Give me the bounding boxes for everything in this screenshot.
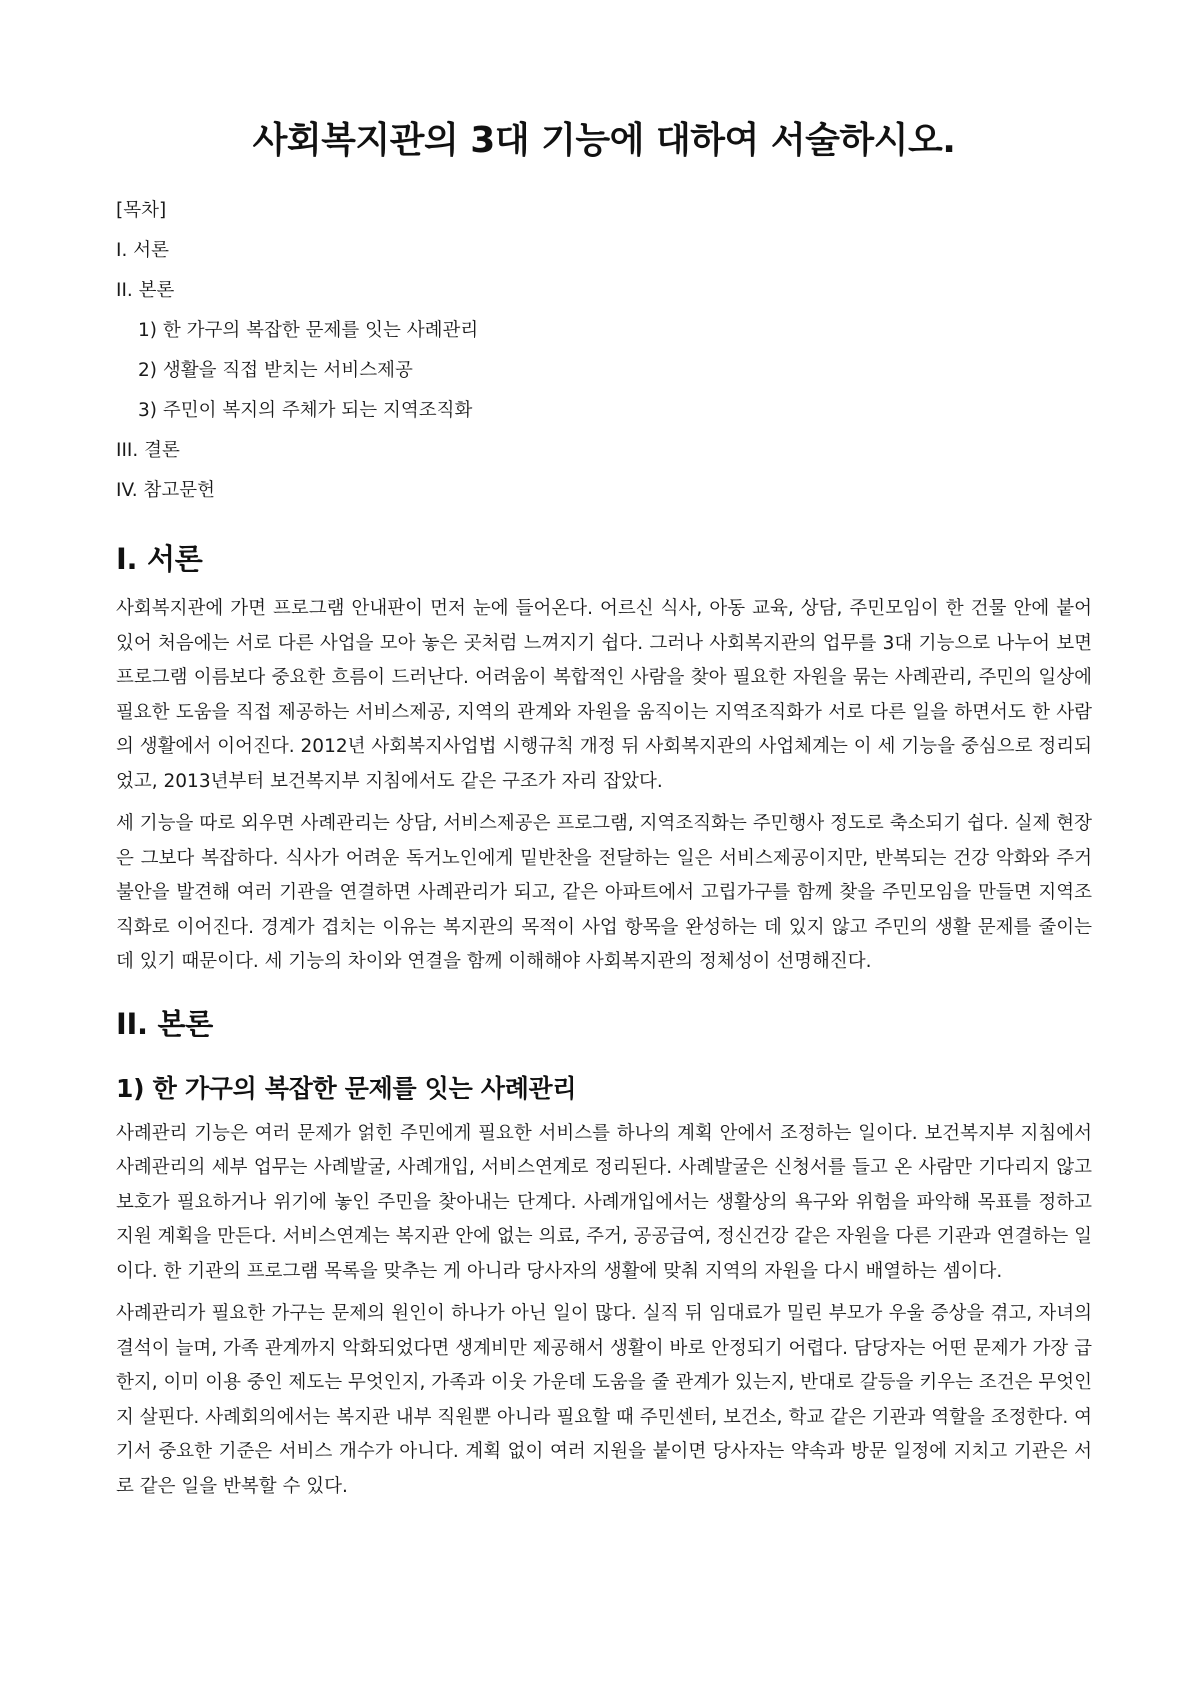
intro-section: [116, 537, 1092, 980]
intro-paragraph-1: 사회복지관에 가면 프로그램 안내판이 먼저 눈에 들어온다. 어르신 식사, 아동 교육, 상담, 주민모임이 한 건물 안에 붙어 있어 처음에는 서로 다른 사업을 모아 놓은 곳처럼 느껴지기 쉽다. 그러나 사회복지관의 업무를 3대 기능으로 나누어 보면 프로그램 이름보다 중요한 흐름이 드러난다. 어려움이 복합적인 사람을 찾아 필요한 자원을 묶는 사례관리, 주민의 일상에 필요한 도움을 직접 제공하는 서비스제공, 지역의 관계와 자원을 움직이는 지역조직화가 서로 다른 일을 하면서도 한 사람의 생활에서 이어진다. 2012년 사회복지사업법 시행규칙 개정 뒤 사회복지관의 사업체계는 이 세 기능을 중심으로 정리되었고, 2013년부터 보건복지부 지침에서도 같은 구조가 자리 잡았다.: [116, 598, 1092, 792]
toc-item-body-3: 3) 주민이 복지의 주체가 되는 지역조직화: [138, 400, 473, 421]
case-management-heading: 1) 한 가구의 복잡한 문제를 잇는 사례관리: [116, 1073, 577, 1103]
case-management-paragraph-2: 사례관리가 필요한 가구는 문제의 원인이 하나가 아닌 일이 많다. 실직 뒤 임대료가 밀린 부모가 우울 증상을 겪고, 자녀의 결석이 늘며, 가족 관계까지 악화되었다면 생계비만 제공해서 생활이 바로 안정되기 어렵다. 담당자는 어떤 문제가 가장 급한지, 이미 이용 중인 제도는 무엇인지, 가족과 이웃 가운데 도움을 줄 관계가 있는지, 반대로 갈등을 키우는 조건은 무엇인지 살핀다. 사례회의에서는 복지관 내부 직원뿐 아니라 필요할 때 주민센터, 보건소, 학교 같은 기관과 역할을 조정한다. 여기서 중요한 기준은 서비스 개수가 아니다. 계획 없이 여러 지원을 붙이면 당사자는 약속과 방문 일정에 지치고 기관은 서로 같은 일을 반복할 수 있다.: [116, 1303, 1092, 1497]
document-title: 사회복지관의 3대 기능에 대하여 서술하시오.: [252, 120, 956, 161]
body-heading: II. 본론: [116, 1006, 213, 1041]
toc-item-body: II. 본론: [116, 280, 175, 301]
toc-item-conclusion: III. 결론: [116, 440, 180, 461]
intro-heading: I. 서론: [116, 542, 203, 576]
toc-label: [목차]: [116, 200, 167, 221]
intro-paragraph-2: 세 기능을 따로 외우면 사례관리는 상담, 서비스제공은 프로그램, 지역조직화는 주민행사 정도로 축소되기 쉽다. 실제 현장은 그보다 복잡하다. 식사가 어려운 독거노인에게 밑반찬을 전달하는 일은 서비스제공이지만, 반복되는 건강 악화와 주거 불안을 발견해 여러 기관을 연결하면 사례관리가 되고, 같은 아파트에서 고립가구를 함께 찾을 주민모임을 만들면 지역조직화로 이어진다. 경계가 겹치는 이유는 복지관의 목적이 사업 항목을 완성하는 데 있지 않고 주민의 생활 문제를 줄이는 데 있기 때문이다. 세 기능의 차이와 연결을 함께 이해해야 사회복지관의 정체성이 선명해진다.: [116, 813, 1092, 972]
toc-item-body-1: 1) 한 가구의 복잡한 문제를 잇는 사례관리: [138, 320, 479, 341]
toc-item-intro: I. 서론: [116, 240, 169, 261]
body-section: [116, 1002, 1092, 1505]
toc-item-references: IV. 참고문헌: [116, 480, 215, 501]
table-of-contents: [116, 191, 1092, 511]
toc-item-body-2: 2) 생활을 직접 받치는 서비스제공: [138, 360, 413, 381]
case-management-paragraph-1: 사례관리 기능은 여러 문제가 얽힌 주민에게 필요한 서비스를 하나의 계획 안에서 조정하는 일이다. 보건복지부 지침에서 사례관리의 세부 업무는 사례발굴, 사례개입, 서비스연계로 정리된다. 사례발굴은 신청서를 들고 온 사람만 기다리지 않고 보호가 필요하거나 위기에 놓인 주민을 찾아내는 단계다. 사례개입에서는 생활상의 욕구와 위험을 파악해 목표를 정하고 지원 계획을 만든다. 서비스연계는 복지관 안에 없는 의료, 주거, 공공급여, 정신건강 같은 자원을 다른 기관과 연결하는 일이다. 한 기관의 프로그램 목록을 맞추는 게 아니라 당사자의 생활에 맞춰 지역의 자원을 다시 배열하는 셈이다.: [116, 1122, 1092, 1282]
